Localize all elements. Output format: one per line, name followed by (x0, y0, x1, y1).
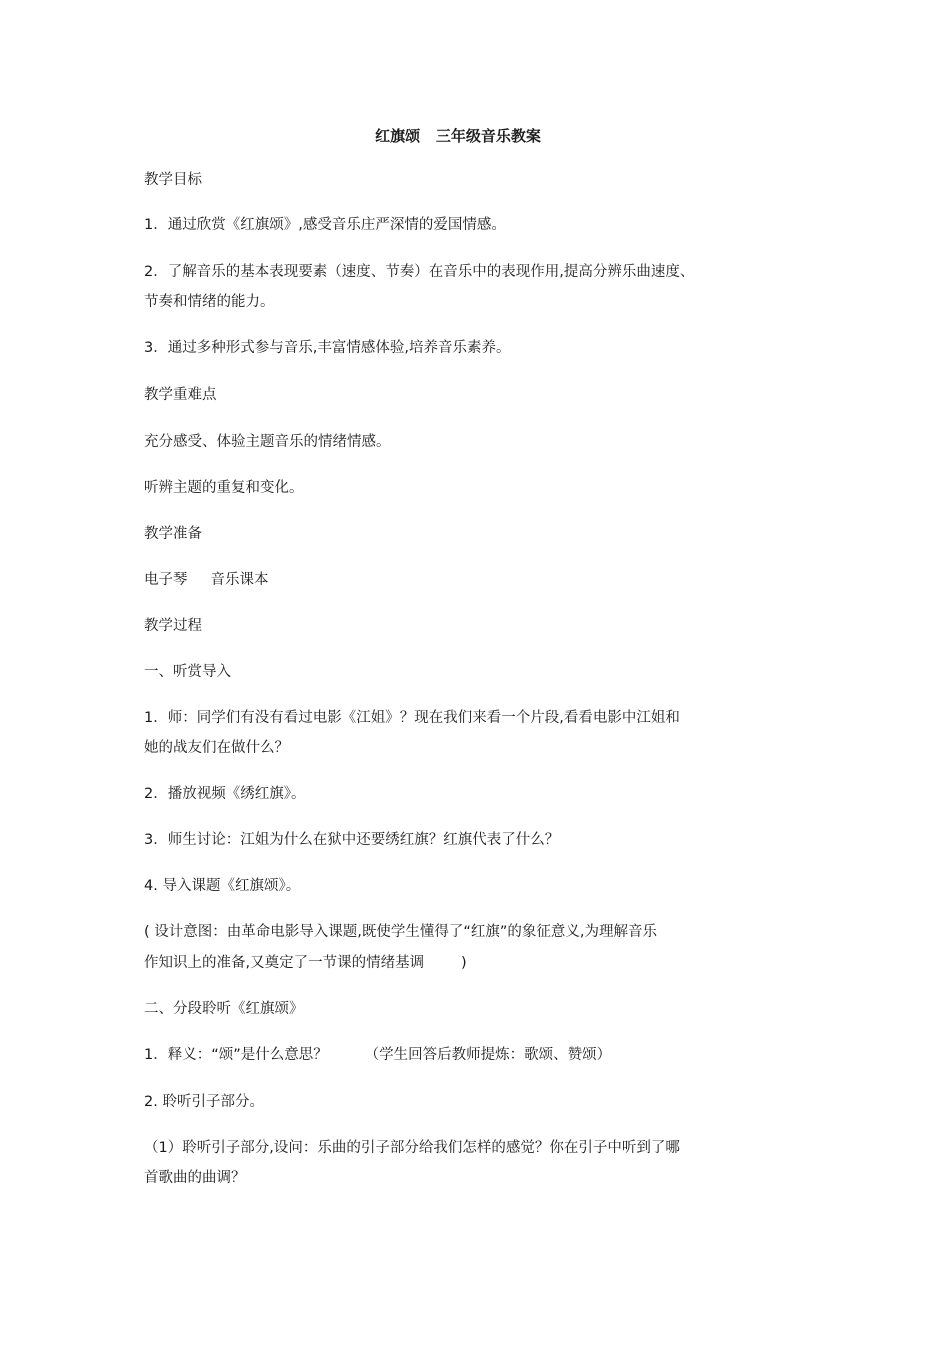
goal-item-3: 3．通过多种形式参与音乐,丰富情感体验,培养音乐素养。 (144, 340, 511, 356)
preparation-items: 电子琴 音乐课本 (144, 572, 269, 588)
step-1-line-2: 她的战友们在做什么？ (144, 740, 289, 756)
goal-item-2-line-2: 节奏和情绪的能力。 (144, 294, 275, 310)
heading-key-points: 教学重难点 (144, 387, 217, 403)
goal-item-2-line-1: 2．了解音乐的基本表现要素（速度、节奏）在音乐中的表现作用,提高分辨乐曲速度、 (144, 264, 695, 280)
section-1-heading: 一、听赏导入 (144, 664, 231, 680)
document-title: 红旗颂 三年级音乐教案 (375, 127, 541, 145)
section-2-substep-1-line-2: 首歌曲的曲调？ (144, 1170, 246, 1186)
section-2-substep-1-line-1: （1）聆听引子部分,设问：乐曲的引子部分给我们怎样的感觉？你在引子中听到了哪 (144, 1140, 680, 1156)
heading-teaching-goals: 教学目标 (144, 172, 202, 188)
step-4: 4. 导入课题《红旗颂》。 (144, 878, 301, 894)
key-point-2: 听辨主题的重复和变化。 (144, 480, 304, 496)
key-point-1: 充分感受、体验主题音乐的情绪情感。 (144, 434, 391, 450)
step-2: 2．播放视频《绣红旗》。 (144, 786, 306, 802)
design-intent-line-2: 作知识上的准备,又奠定了一节课的情绪基调 ) (144, 955, 467, 971)
section-2-heading: 二、分段聆听《红旗颂》 (144, 1001, 304, 1017)
heading-preparation: 教学准备 (144, 526, 202, 542)
step-3: 3．师生讨论：江姐为什么在狱中还要绣红旗？红旗代表了什么？ (144, 832, 560, 848)
section-2-step-2: 2. 聆听引子部分。 (144, 1094, 264, 1110)
heading-process: 教学过程 (144, 618, 202, 634)
step-1-line-1: 1．师：同学们有没有看过电影《江姐》？现在我们来看一个片段,看看电影中江姐和 (144, 710, 680, 726)
section-2-step-1: 1．释义：“颂”是什么意思？ （学生回答后教师提炼：歌颂、赞颂） (144, 1047, 612, 1063)
design-intent-line-1: ( 设计意图：由革命电影导入课题,既使学生懂得了“红旗”的象征意义,为理解音乐 (144, 924, 658, 940)
goal-item-1: 1．通过欣赏《红旗颂》,感受音乐庄严深情的爱国情感。 (144, 217, 506, 233)
